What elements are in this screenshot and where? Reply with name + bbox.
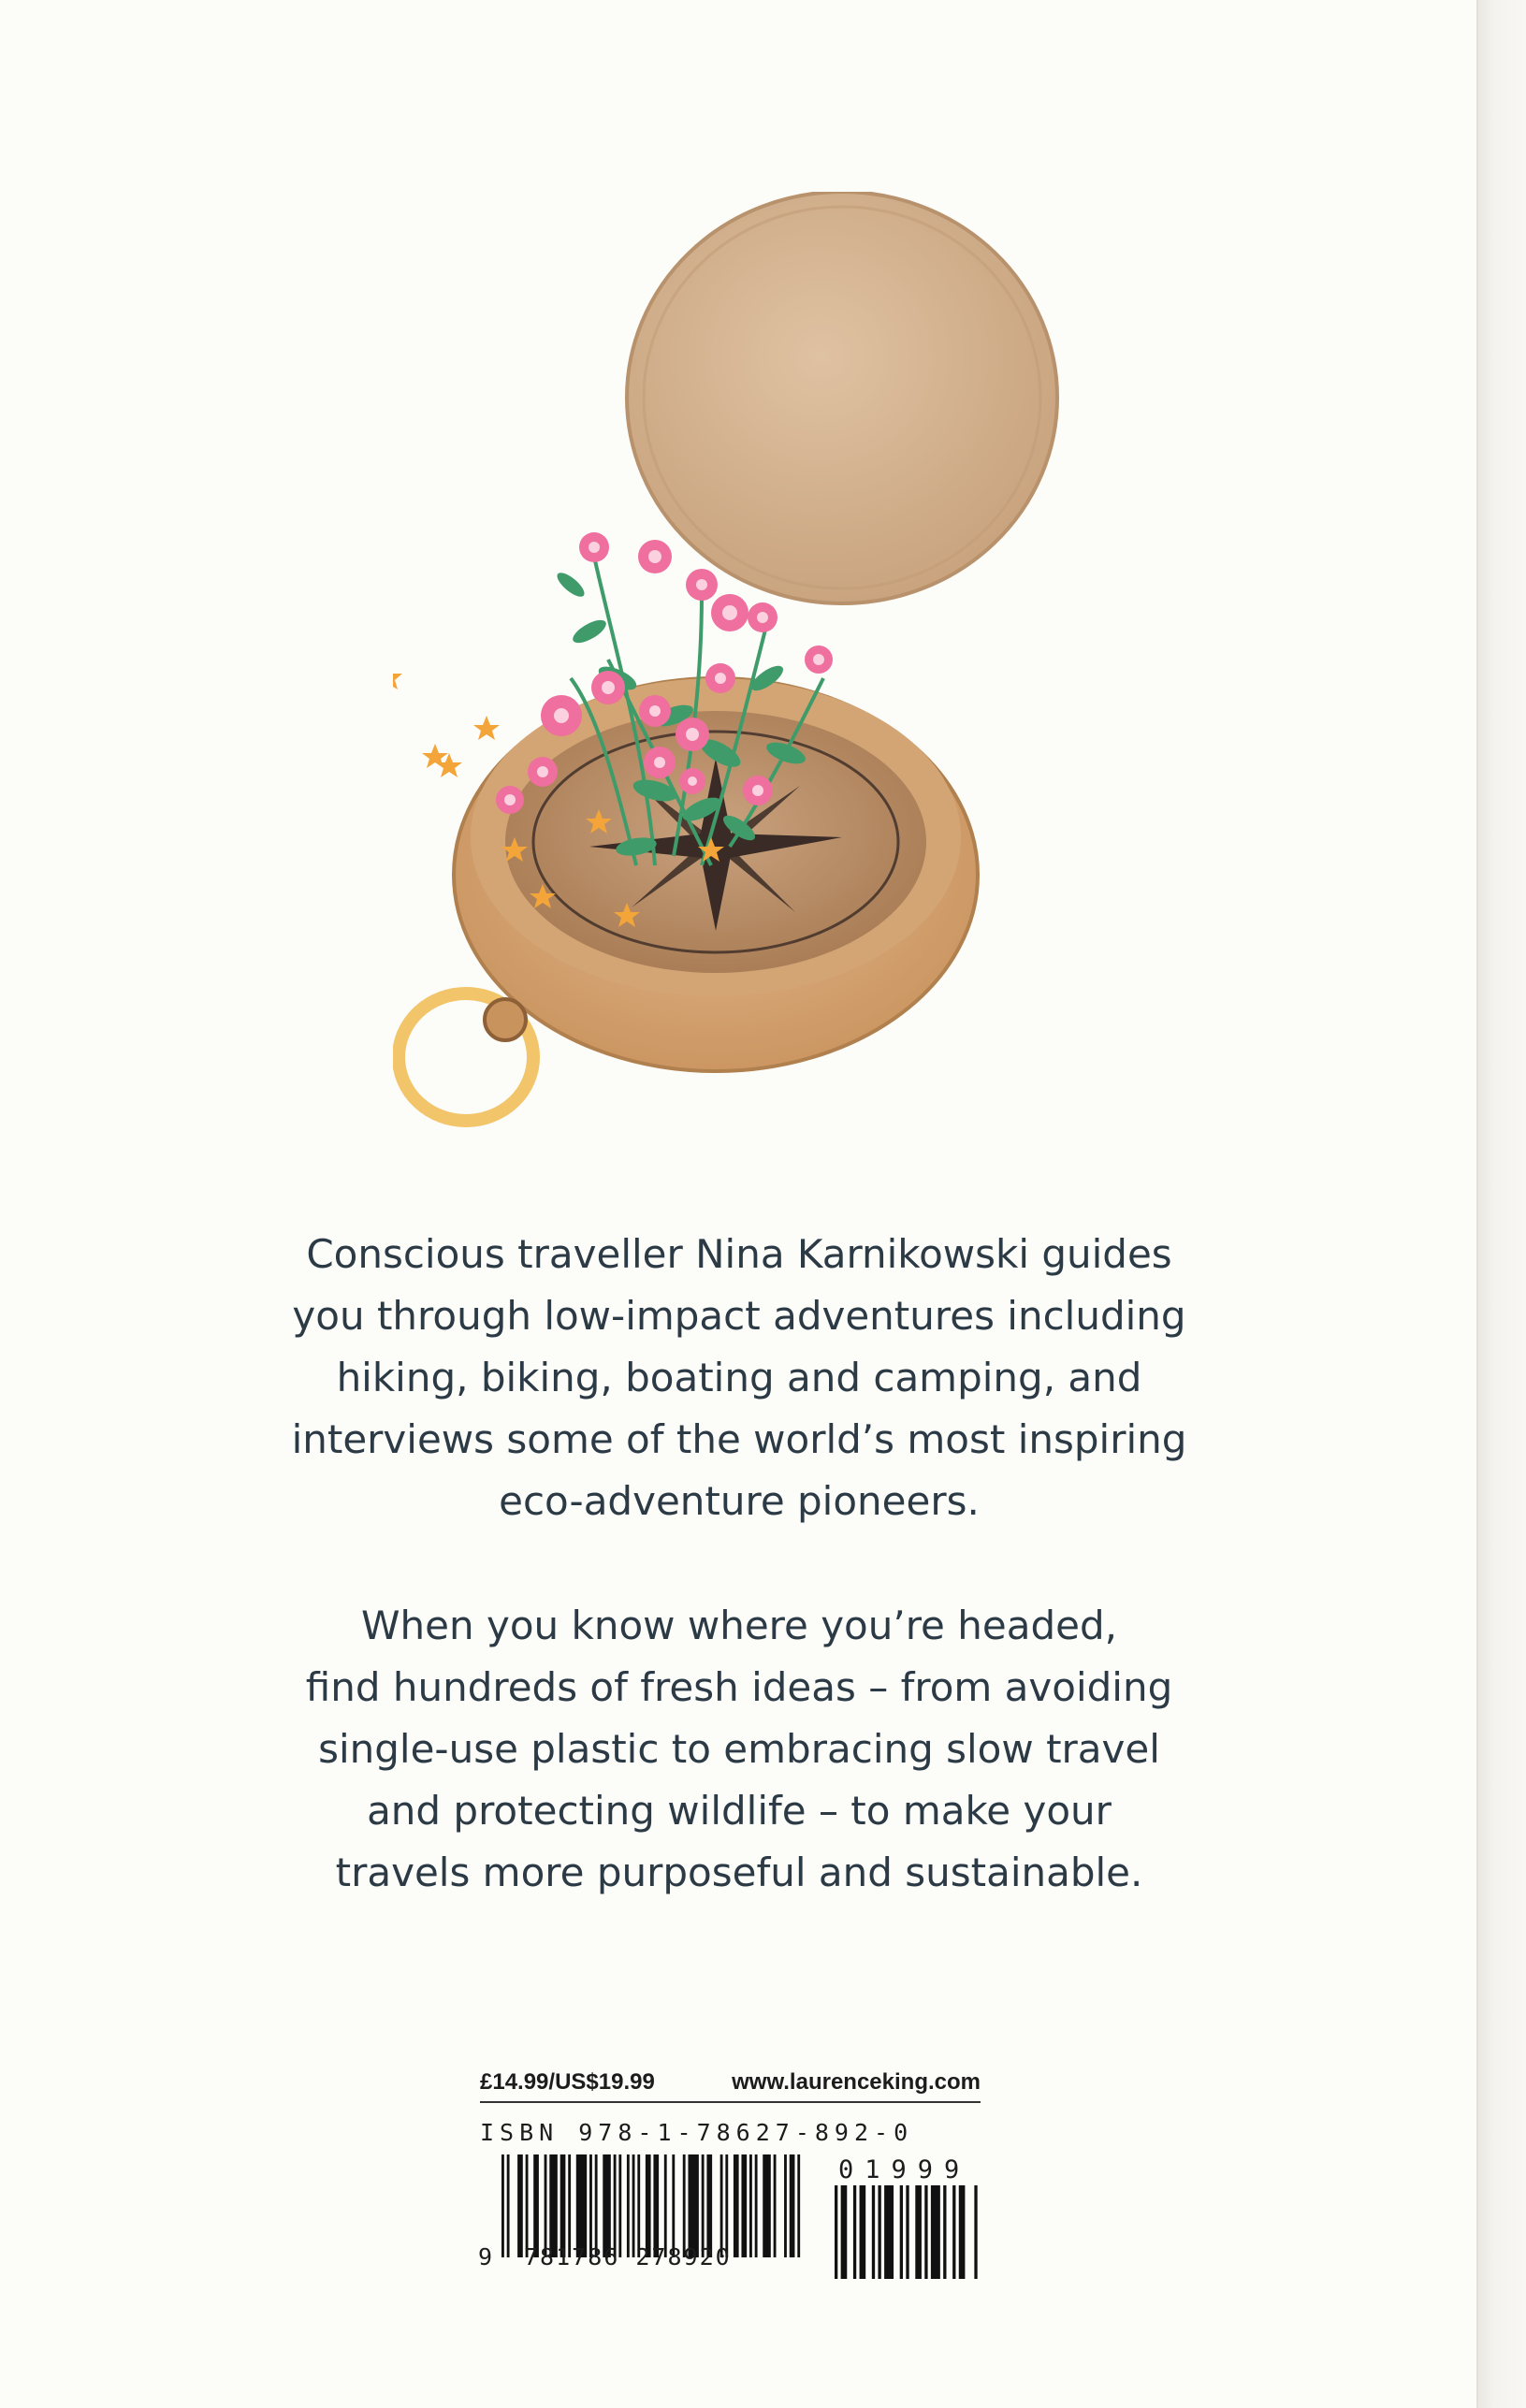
addon-barcode-digits: 01999: [838, 2155, 971, 2184]
barcode-bar: [706, 2154, 712, 2257]
barcode-bar: [959, 2185, 966, 2279]
blurb-line: single-use plastic to embracing slow travel: [318, 1726, 1160, 1772]
barcode-bar: [749, 2154, 752, 2257]
barcode-bar: [560, 2154, 566, 2257]
barcode-bar: [683, 2154, 686, 2257]
barcode-bar: [915, 2185, 922, 2279]
barcode-bar: [614, 2154, 617, 2257]
barcode-bar: [900, 2185, 903, 2279]
blurb-line: interviews some of the world’s most inspiring: [291, 1416, 1187, 1462]
barcode-bar: [872, 2185, 875, 2279]
barcode-bar: [549, 2154, 558, 2257]
barcode-bar: [924, 2185, 927, 2279]
barcode-bar: [653, 2154, 659, 2257]
barcode-bar: [517, 2154, 523, 2257]
blurb-line: travels more purposeful and sustainable.: [335, 1850, 1143, 1895]
barcode-bar: [545, 2154, 547, 2257]
barcode-bar: [755, 2154, 758, 2257]
price-website-row: [480, 2064, 981, 2103]
publisher-website: www.laurenceking.com: [732, 2069, 981, 2095]
blurb-line: eco-adventure pioneers.: [499, 1478, 980, 1524]
barcode-bar: [734, 2154, 739, 2257]
barcode-bar: [533, 2154, 539, 2257]
barcode-bar: [952, 2185, 955, 2279]
barcode-bar: [784, 2154, 787, 2257]
barcode-bar: [627, 2154, 630, 2257]
barcode-bar: [725, 2154, 728, 2257]
barcode-bar: [884, 2185, 894, 2279]
blurb-paragraph-1: [206, 1224, 1272, 1532]
barcode-bar: [906, 2185, 908, 2279]
barcode-bar: [974, 2185, 977, 2279]
barcode-bar: [763, 2154, 771, 2257]
barcode-bar: [664, 2154, 667, 2257]
isbn: ISBN 978-1-78627-892-0: [480, 2119, 914, 2146]
blurb-line: find hundreds of fresh ideas – from avoiding: [305, 1664, 1173, 1710]
barcode-bar: [790, 2154, 795, 2257]
barcode-bar: [835, 2185, 837, 2279]
compass-ring: [399, 994, 533, 1121]
barcode-bar: [568, 2154, 571, 2257]
barcode-bar: [841, 2185, 848, 2279]
barcode-bar: [931, 2185, 940, 2279]
barcode-bar: [672, 2154, 675, 2257]
barcode-bar: [589, 2154, 592, 2257]
barcode-bar: [774, 2154, 777, 2257]
barcode-bar: [853, 2185, 856, 2279]
barcode-bar: [507, 2154, 510, 2257]
barcode-bar: [603, 2154, 611, 2257]
price: £14.99/US$19.99: [480, 2069, 655, 2095]
barcode-bar: [702, 2154, 705, 2257]
blurb-paragraph-2: [206, 1595, 1272, 1904]
cover-edge: [1478, 0, 1526, 2408]
compass-flowers-illustration: [393, 192, 1141, 1137]
barcode-bar: [720, 2154, 723, 2257]
blurb-line: Conscious traveller Nina Karnikowski guides: [306, 1231, 1172, 1277]
compass-lid: [627, 192, 1057, 603]
blurb-line: When you know where you’re headed,: [361, 1603, 1117, 1648]
blurb-line: and protecting wildlife – to make your: [367, 1788, 1112, 1834]
barcode-bar: [797, 2154, 800, 2257]
barcode-bar: [618, 2154, 621, 2257]
barcode-bar: [501, 2154, 504, 2257]
barcode-bar: [632, 2154, 635, 2257]
barcode-bar: [526, 2154, 529, 2257]
barcode-bar: [646, 2154, 651, 2257]
barcode-bar: [595, 2154, 598, 2257]
blurb-line: hiking, biking, boating and camping, and: [336, 1355, 1142, 1400]
barcode-bar: [943, 2185, 946, 2279]
barcode-bar: [637, 2154, 640, 2257]
barcode-bar: [860, 2185, 866, 2279]
ean-barcode: [501, 2154, 803, 2257]
barcode-bar: [688, 2154, 698, 2257]
barcode-bar: [878, 2185, 880, 2279]
blurb-line: you through low-impact adventures including: [292, 1293, 1186, 1339]
barcode-lead-digit: 9: [478, 2243, 493, 2270]
addon-barcode: [835, 2185, 981, 2279]
barcode-bar: [741, 2154, 747, 2257]
barcode-bar: [576, 2154, 587, 2257]
barcode-digits: 781786 278920: [524, 2243, 732, 2270]
